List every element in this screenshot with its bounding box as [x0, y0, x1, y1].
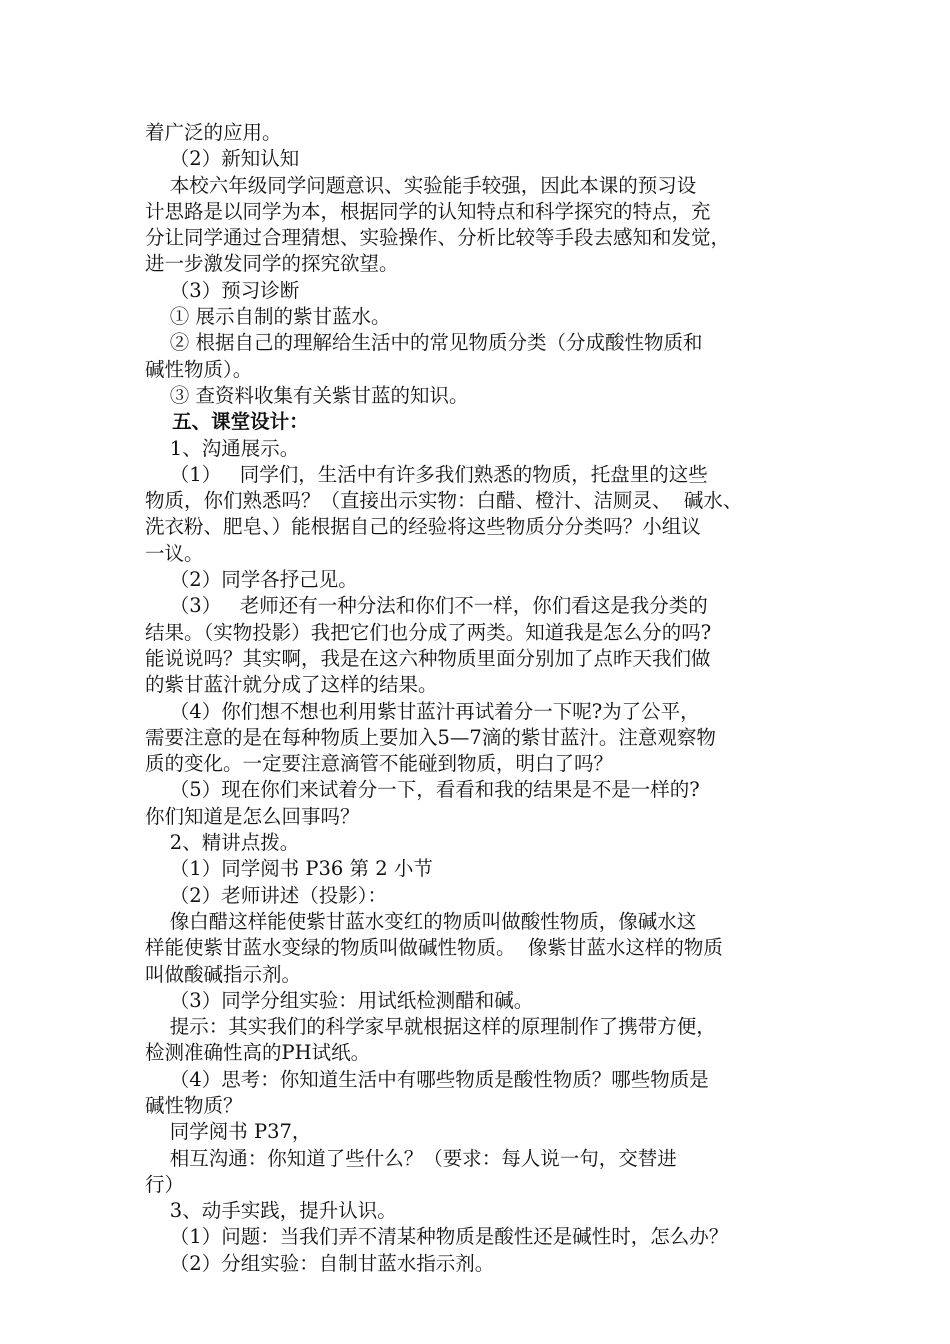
text-line: ① 展示自制的紫甘蓝水。 [145, 305, 391, 329]
text-line: 3、动手实践，提升认识。 [145, 1199, 397, 1223]
document-body [145, 120, 813, 1277]
text-line: 行） [145, 1172, 185, 1196]
text-line: （1） 同学们，生活中有许多我们熟悉的物质，托盘里的这些 [145, 462, 708, 486]
text-line: 洗衣粉、肥皂、）能根据自己的经验将这些物质分分类吗？小组议 [145, 515, 701, 539]
text-line: （2）新知认知 [145, 147, 300, 171]
text-line: 本校六年级同学问题意识、实验能手较强，因此本课的预习设 [145, 173, 697, 197]
text-line: 进一步激发同学的探究欲望。 [145, 252, 399, 276]
text-line: 结果。（实物投影）我把它们也分成了两类。知道我是怎么分的吗? [145, 620, 712, 644]
text-line: 着广泛的应用。 [145, 121, 282, 144]
text-line: 相互沟通：你知道了些什么？（要求：每人说一句，交替进 [145, 1146, 677, 1170]
text-line: 1、沟通展示。 [145, 436, 300, 460]
text-line: （3）同学分组实验：用试纸检测醋和碱。 [145, 988, 534, 1012]
text-line: 检测准确性高的PH试纸。 [145, 1041, 371, 1065]
text-line: 分让同学通过合理猜想、实验操作、分析比较等手段去感知和发觉， [145, 226, 731, 250]
text-line: （2）同学各抒己见。 [145, 568, 358, 592]
text-line: 物质，你们熟悉吗？（直接出示实物：白醋、橙汁、洁厕灵、 碱水、 [145, 489, 743, 513]
text-line: 叫做酸碱指示剂。 [145, 962, 302, 986]
text-line: 碱性物质）。 [145, 357, 253, 381]
text-line: 需要注意的是在每种物质上要加入5—7滴的紫甘蓝汁。注意观察物 [145, 725, 716, 749]
text-line: 能说说吗？其实啊，我是在这六种物质里面分别加了点昨天我们做 [145, 646, 711, 670]
text-line: （2）分组实验：自制甘蓝水指示剂。 [145, 1251, 495, 1275]
text-line: ② 根据自己的理解给生活中的常见物质分类（分成酸性物质和 [145, 331, 703, 355]
text-line: （4）你们想不想也利用紫甘蓝汁再试着分一下呢?为了公平， [145, 699, 700, 723]
text-line: 一议。 [145, 541, 204, 565]
text-line: 2、精讲点拨。 [145, 831, 300, 855]
text-line: 提示：其实我们的科学家早就根据这样的原理制作了携带方便， [145, 1015, 716, 1039]
text-line: 你们知道是怎么回事吗？ [145, 804, 360, 828]
text-line: 质的变化。一定要注意滴管不能碰到物质，明白了吗？ [145, 752, 614, 776]
text-line: 同学阅书 P37， [145, 1120, 312, 1144]
text-line: 像白醋这样能使紫甘蓝水变红的物质叫做酸性物质，像碱水这 [145, 909, 697, 933]
text-line: （4）思考：你知道生活中有哪些物质是酸性物质？哪些物质是 [145, 1067, 709, 1091]
section-heading: 五、课堂设计： [145, 410, 309, 434]
text-line: （1）问题：当我们弄不清某种物质是酸性还是碱性时，怎么办？ [145, 1225, 729, 1249]
text-line: 样能使紫甘蓝水变绿的物质叫做碱性物质。 像紫甘蓝水这样的物质 [145, 936, 723, 960]
text-line: （3） 老师还有一种分法和你们不一样，你们看这是我分类的 [145, 594, 708, 618]
text-line: 计思路是以同学为本，根据同学的认知特点和科学探究的特点，充 [145, 199, 711, 223]
text-line: （1）同学阅书 P36 第 2 小节 [145, 857, 433, 881]
text-line: 碱性物质？ [145, 1093, 243, 1117]
text-line: （5）现在你们来试着分一下，看看和我的结果是不是一样的? [145, 778, 700, 802]
text-line: 的紫甘蓝汁就分成了这样的结果。 [145, 673, 438, 697]
text-line: （3）预习诊断 [145, 278, 300, 302]
text-line: ③ 查资料收集有关紫甘蓝的知识。 [145, 383, 469, 407]
text-line: （2）老师讲述（投影）： [145, 883, 387, 907]
